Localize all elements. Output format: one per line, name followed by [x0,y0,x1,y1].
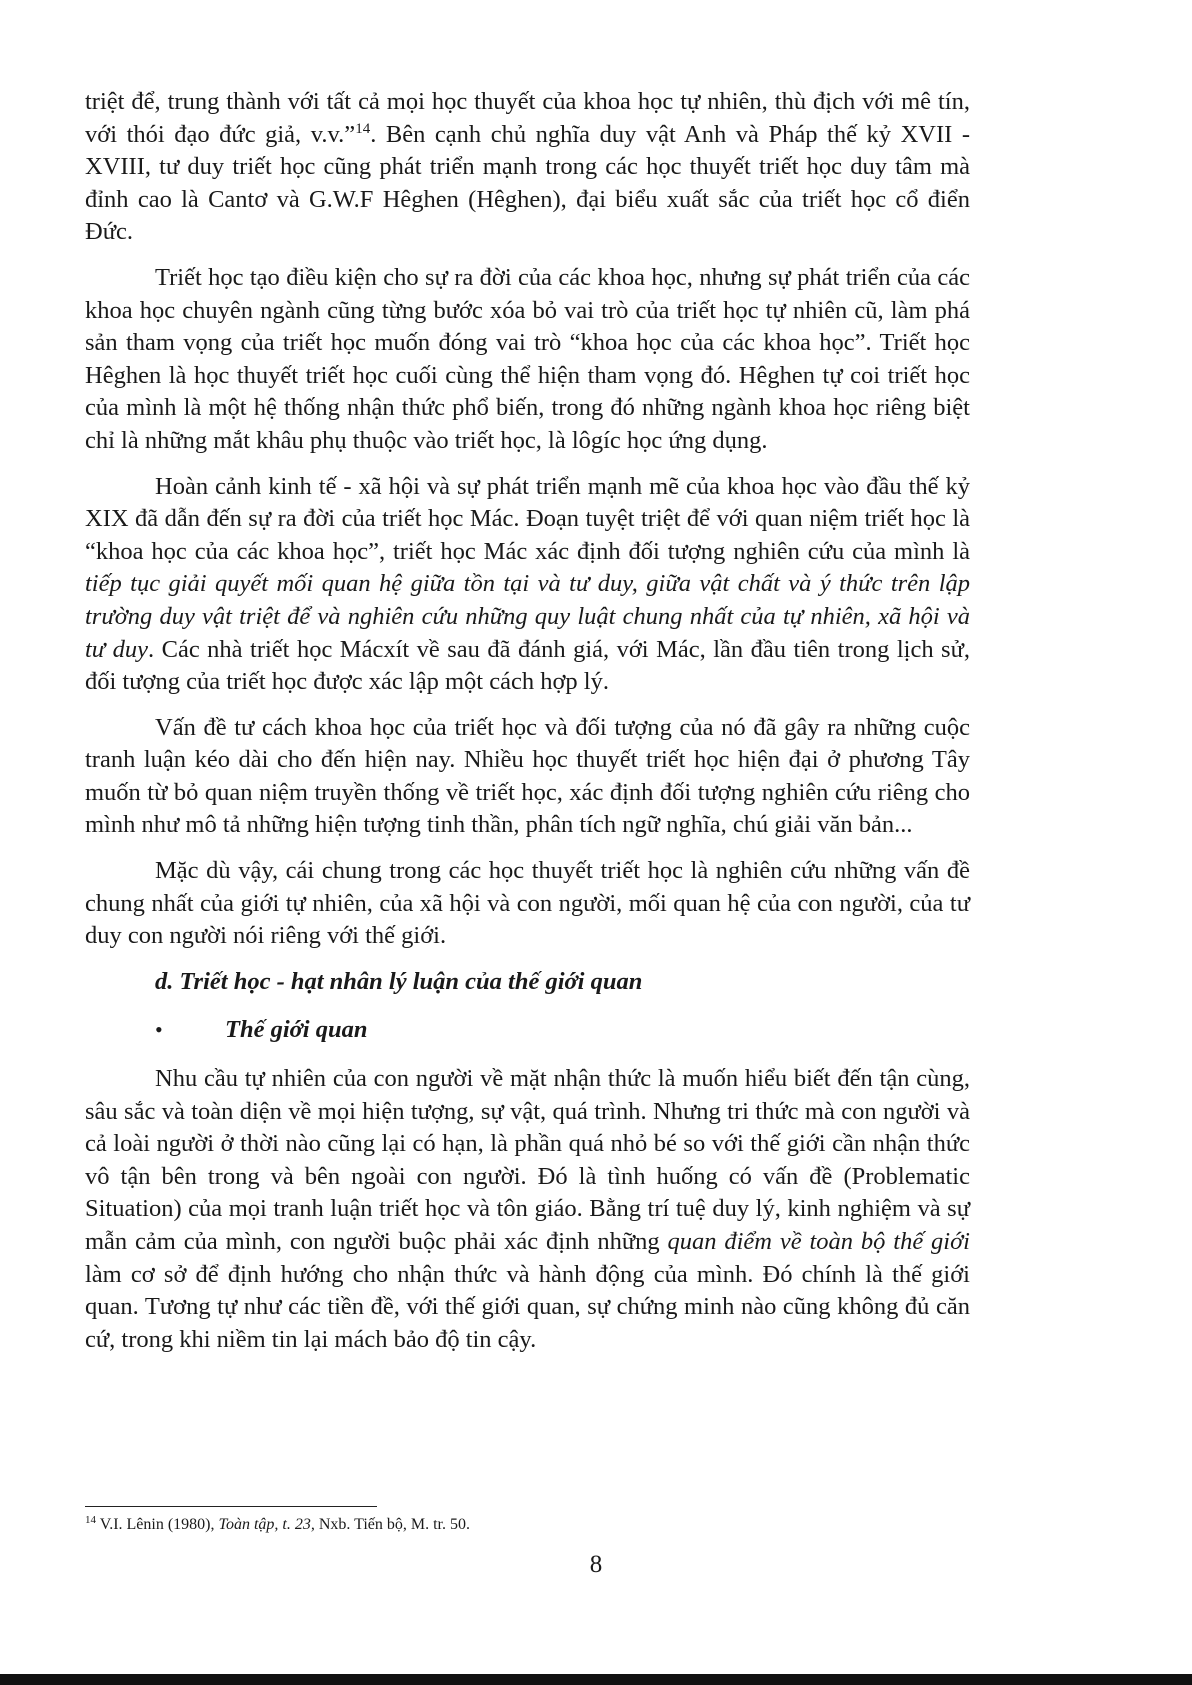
paragraph-5: Mặc dù vậy, cái chung trong các học thuyết triết học là nghiên cứu những vấn đề chung nhất của giới tự nhiên, của xã hội và con người, mối quan hệ của con người, của tư duy con người nói riêng với thế giới. [85,857,970,950]
paragraph-2: Triết học tạo điều kiện cho sự ra đời của các khoa học, nhưng sự phát triển của các khoa học chuyên ngành cũng từng bước xóa bỏ vai trò của triết học tự nhiên cũ, làm phá sản tham vọng của triết học muốn đóng vai trò “khoa học của các khoa học”. Triết học Hêghen là học thuyết triết học cuối cùng thể hiện tham vọng đó. Hêghen tự coi triết học của mình là một hệ thống nhận thức phổ biến, trong đó những ngành khoa học riêng biệt chỉ là những mắt khâu phụ thuộc vào triết học, là lôgíc học ứng dụng. [85,263,970,454]
paragraph-1 [85,86,970,249]
footnote-divider [85,1506,377,1507]
paragraph-4: Vấn đề tư cách khoa học của triết học và đối tượng của nó đã gây ra những cuộc tranh luận kéo dài cho đến hiện nay. Nhiều học thuyết triết học hiện đại ở phương Tây muốn từ bỏ quan niệm truyền thống về triết học, xác định đối tượng nghiên cứu riêng cho mình như mô tả những hiện tượng tinh thần, phân tích ngữ nghĩa, chú giải văn bản... [85,713,970,839]
footnote-ref[interactable]: 14 [355,120,371,137]
footnote-text-cont: Nxb. Tiến bộ, M. tr. 50. [314,1516,470,1533]
paragraph-3 [85,471,970,699]
scan-edge-bar [0,1674,1192,1685]
paragraph-6-text: Nhu cầu tự nhiên của con người về mặt nhận thức là muốn hiểu biết đến tận cùng, sâu sắc và toàn diện về mọi hiện tượng, sự vật, quá trình. Nhưng tri thức mà con người và cả loài người ở thời nào cũng lại có hạn, là phần quá nhỏ bé so với thế giới cần nhận thức vô tận bên trong và bên ngoài con người. Đó là tình huống có vấn đề (Problematic Situation) của mọi tranh luận triết học và tôn giáo. Bằng trí tuệ duy lý, kinh nghiệm và sự mẫn cảm của mình, con người buộc phải xác định những [85,1065,970,1255]
bullet-subheading [155,1014,970,1047]
paragraph-3-emphasis: tiếp tục giải quyết mối quan hệ giữa tồn tại và tư duy, giữa vật chất và ý thức trên lập trường duy vật triệt để và nghiên cứu những quy luật chung nhất của tự nhiên, xã hội và tư duy [85,570,970,663]
paragraph-6-text-cont: làm cơ sở để định hướng cho nhận thức và hành động của mình. Đó chính là thế giới quan. Tương tự như các tiền đề, với thế giới quan, sự chứng minh nào cũng không đủ căn cứ, trong khi niềm tin lại mách bảo độ tin cậy. [85,1260,970,1353]
paragraph-1-text-cont: . Bên cạnh chủ nghĩa duy vật Anh và Pháp thế kỷ XVII - XVIII, tư duy triết học cũng phát triển mạnh trong các học thuyết triết học duy tâm mà đỉnh cao là Cantơ và G.W.F Hêghen (Hêghen), đại biểu xuất sắc của triết học cổ điển Đức. [85,120,970,246]
footnote-number: 14 [85,1514,96,1526]
footnote-title: Toàn tập, t. 23, [218,1516,315,1533]
body-text [85,86,970,1369]
paragraph-6-emphasis: quan điểm về toàn bộ thế giới [667,1228,970,1255]
paragraph-1-text: triệt để, trung thành với tất cả mọi học thuyết của khoa học tự nhiên, thù địch với mê tín, với thói đạo đức giả, v.v.” [85,88,970,148]
section-heading: d. Triết học - hạt nhân lý luận của thế giới quan [155,967,643,995]
paragraph-3-text-cont: . Các nhà triết học Mácxít về sau đã đánh giá, với Mác, lần đầu tiên trong lịch sử, đối tượng của triết học được xác lập một cách hợp lý. [85,635,970,696]
bullet-icon: • [155,1017,163,1043]
paragraph-6 [85,1063,970,1356]
bullet-subheading-text: Thế giới quan [225,1016,368,1044]
page-number: 8 [589,1551,603,1578]
footnote-text: V.I. Lênin (1980), [96,1516,219,1533]
footnote [85,1515,970,1535]
paragraph-3-text: Hoàn cảnh kinh tế - xã hội và sự phát triển mạnh mẽ của khoa học vào đầu thế kỷ XIX đã dẫn đến sự ra đời của triết học Mác. Đoạn tuyệt triệt để với quan niệm triết học là “khoa học của các khoa học”, triết học Mác xác định đối tượng nghiên cứu của mình là [85,472,970,565]
